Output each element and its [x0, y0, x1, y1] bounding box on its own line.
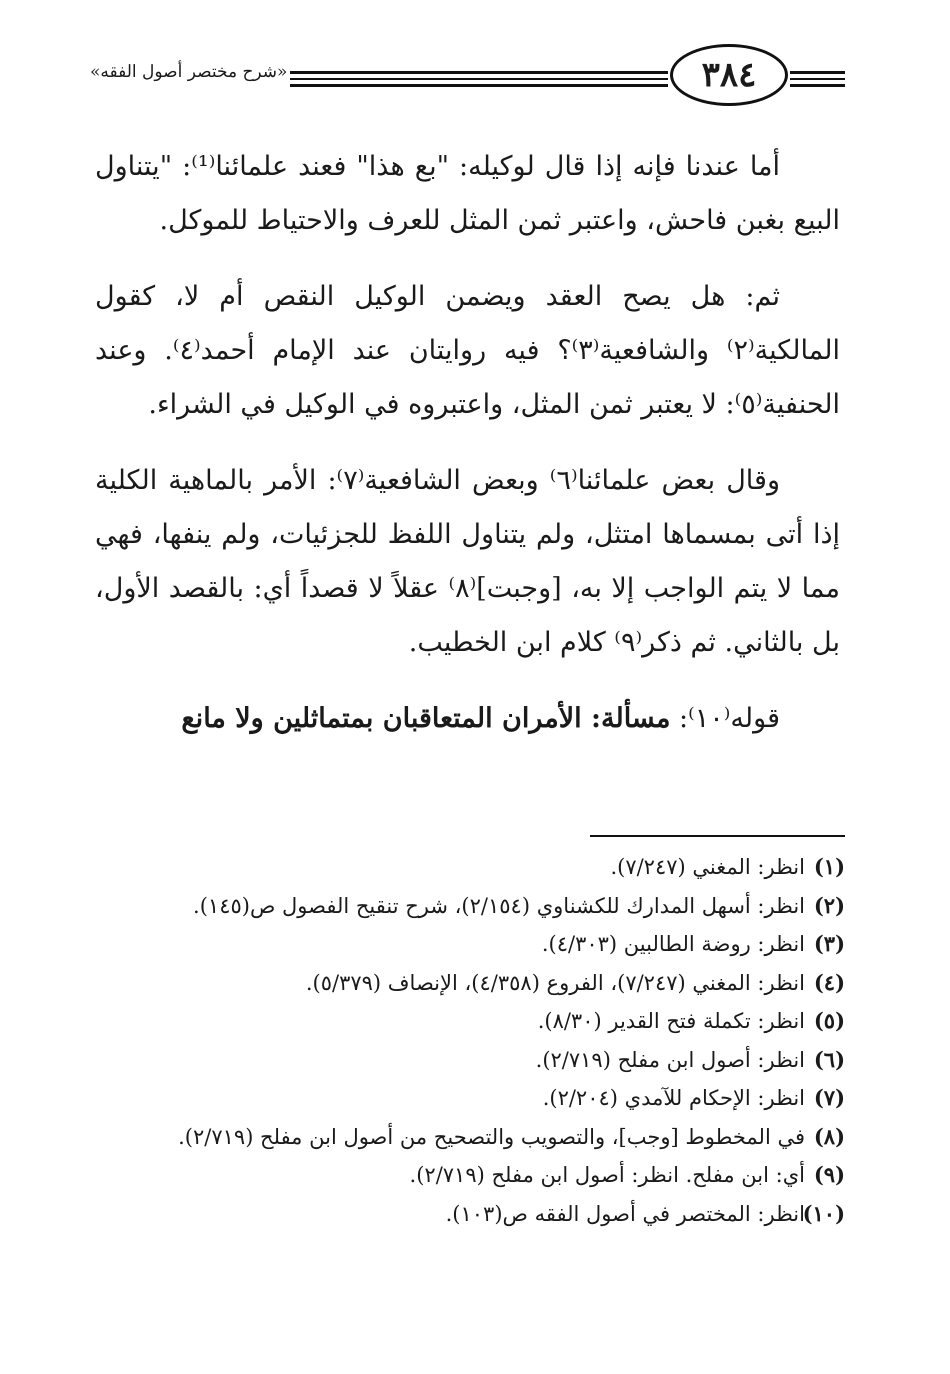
- header-rule: [790, 78, 845, 80]
- running-title: «شرح مختصر أصول الفقه»: [90, 62, 288, 82]
- footnote: [95, 848, 845, 887]
- footnote-text: انظر: أصول ابن مفلح (٢/٧١٩).: [535, 1047, 805, 1072]
- footnote: [95, 1195, 845, 1234]
- footnote: [95, 925, 845, 964]
- footnote-text: انظر: المختصر في أصول الفقه ص(١٠٣).: [445, 1201, 805, 1226]
- footnote-text: أي: ابن مفلح. انظر: أصول ابن مفلح (٢/٧١٩).: [409, 1163, 805, 1187]
- paragraph: أما عندنا فإنه إذا قال لوكيله: "بع هذا" فعند علمائنا⁽¹⁾: "يتناول البيع بغبن فاحش، واعتبر ثمن المثل للعرف والاحتياط للموكل.: [95, 151, 840, 236]
- footnote: [95, 887, 845, 926]
- heading-prefix: قوله⁽١٠⁾:: [670, 703, 780, 734]
- paragraph: ثم: هل يصح العقد ويضمن الوكيل النقص أم لا، كقول المالكية⁽٢⁾ والشافعية⁽٣⁾؟ فيه روايتان عند الإمام أحمد⁽٤⁾. وعند الحنفية⁽٥⁾: لا يعتبر ثمن المثل، واعتبروه في الوكيل في الشراء.: [95, 281, 841, 420]
- main-text: [95, 140, 840, 746]
- footnote-divider: [590, 835, 845, 837]
- paragraph: وقال بعض علمائنا⁽٦⁾ وبعض الشافعية⁽٧⁾: الأمر بالماهية الكلية إذا أتى بمسماها امتثل، ولم يتناول اللفظ للجزئيات، ولم ينفها، فهي مما لا يتم الواجب إلا به، [وجبت]⁽٨⁾ عقلاً لا قصداً أي: بالقصد الأول، بل بالثاني. ثم ذكر⁽٩⁾ كلام ابن الخطيب.: [95, 465, 840, 658]
- footnote-number: (١٠): [802, 1200, 845, 1226]
- header-rule: [290, 84, 668, 87]
- footnote-number: (٥): [813, 1008, 845, 1033]
- section-heading: [95, 692, 840, 746]
- footnote-number: (٩): [813, 1162, 845, 1187]
- footnote: [95, 1041, 845, 1080]
- header-rule: [290, 71, 668, 74]
- header-rule: [790, 84, 845, 87]
- heading-bold-text: مسألة: الأمران المتعاقبان بمتماثلين ولا مانع: [181, 703, 671, 734]
- page-number: ٣٨٤: [670, 44, 788, 106]
- header-rule: [290, 78, 668, 80]
- footnote: [95, 1118, 845, 1157]
- footnote-text: في المخطوط [وجب]، والتصويب والتصحيح من أصول ابن مفلح (٢/٧١٩).: [178, 1124, 805, 1149]
- footnote-text: انظر: الإحكام للآمدي (٢/٢٠٤).: [542, 1086, 805, 1110]
- footnote-number: (٣): [813, 931, 845, 956]
- footnote-text: انظر: المغني (٧/٢٤٧).: [610, 855, 805, 879]
- page-header: [90, 44, 845, 110]
- footnote-text: انظر: أسهل المدارك للكشناوي (٢/١٥٤)، شرح تنقيح الفصول ص(١٤٥).: [193, 893, 805, 918]
- footnote: [95, 964, 845, 1003]
- footnotes-list: [95, 848, 845, 1233]
- footnote-number: (٨): [813, 1123, 845, 1149]
- footnote-number: (٦): [813, 1046, 845, 1072]
- footnote: [95, 1156, 845, 1195]
- footnote-text: انظر: المغني (٧/٢٤٧)، الفروع (٤/٣٥٨)، الإنصاف (٥/٣٧٩).: [305, 970, 805, 995]
- footnote-text: انظر: تكملة فتح القدير (٨/٣٠).: [537, 1009, 805, 1033]
- footnote-number: (٧): [813, 1085, 845, 1110]
- footnote: [95, 1002, 845, 1041]
- footnote-number: (١): [813, 854, 845, 879]
- footnote-text: انظر: روضة الطالبين (٤/٣٠٣).: [541, 932, 805, 956]
- footnote-number: (٤): [813, 969, 845, 995]
- footnote-number: (٢): [813, 892, 845, 918]
- footnote: [95, 1079, 845, 1118]
- header-rule: [790, 71, 845, 74]
